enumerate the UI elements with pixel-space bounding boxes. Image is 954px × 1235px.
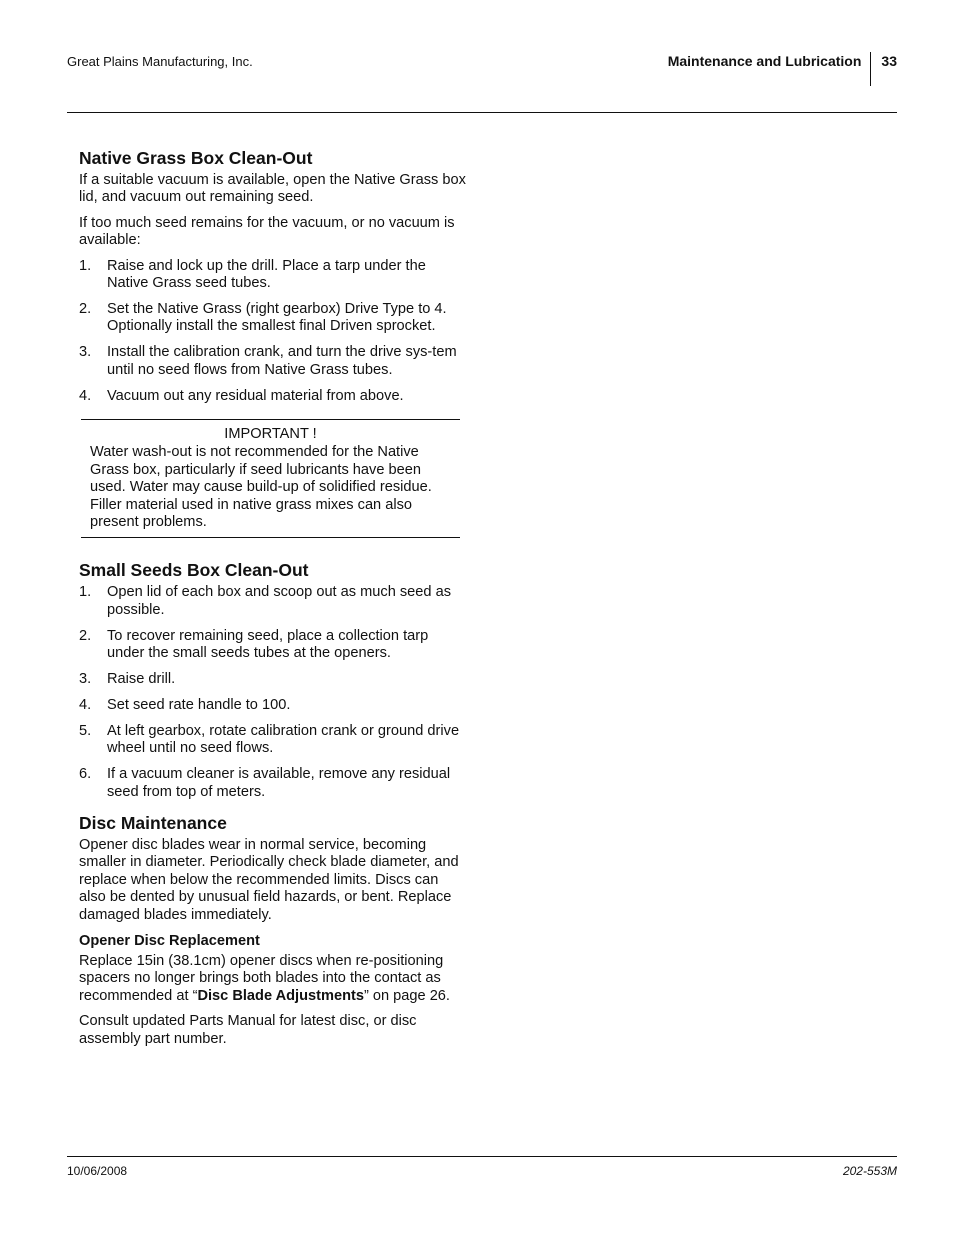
step-number: 3. — [79, 344, 92, 361]
native-grass-para-1: If a suitable vacuum is available, open the Native Grass box lid, and vacuum out remaining seed. — [79, 172, 466, 206]
disc-maintenance-section — [79, 813, 469, 1048]
step-text: Install the calibration crank, and turn the drive sys-tem until no seed flows from Native Grass tubes. — [107, 344, 457, 378]
disc-maintenance-heading: Disc Maintenance — [79, 812, 227, 833]
step-number: 4. — [79, 696, 92, 713]
native-grass-steps — [79, 258, 469, 405]
opener-disc-replacement-heading: Opener Disc Replacement — [79, 933, 260, 949]
small-seeds-heading: Small Seeds Box Clean-Out — [79, 560, 309, 581]
footer-doc-number: 202-553M — [842, 1164, 897, 1178]
important-text: Water wash-out is not recommended for the Native Grass box, particularly if seed lubricants have been used. Water may cause build-up of solidified residue. Filler material used in native grass mixes can also present problems. — [90, 444, 432, 530]
page-number: 33 — [881, 53, 897, 69]
disc-blade-adjustments-reference: Disc Blade Adjustments — [197, 987, 364, 1004]
step-number: 1. — [79, 257, 92, 274]
small-seeds-section — [79, 560, 469, 801]
step-text: Raise drill. — [107, 671, 176, 688]
list-item — [79, 344, 469, 379]
step-text: At left gearbox, rotate calibration crank or ground drive wheel until no seed flows. — [107, 722, 460, 757]
list-item — [79, 584, 469, 619]
parts-manual-para: Consult updated Parts Manual for latest disc, or disc assembly part number. — [79, 1013, 417, 1047]
step-number: 2. — [79, 627, 92, 644]
header-right — [668, 52, 897, 86]
step-text: Set the Native Grass (right gearbox) Drive Type to 4. Optionally install the smallest final Driven sprocket. — [107, 300, 447, 335]
step-text: Raise and lock up the drill. Place a tarp under the Native Grass seed tubes. — [107, 257, 426, 292]
step-number: 1. — [79, 584, 92, 601]
header-section-title: Maintenance and Lubrication — [667, 53, 862, 69]
content-column — [79, 148, 469, 1056]
small-seeds-steps — [79, 584, 469, 801]
para-text-after: ” on page 26. — [363, 987, 450, 1004]
important-title: IMPORTANT ! — [224, 425, 317, 442]
step-text: Vacuum out any residual material from above. — [107, 387, 404, 404]
step-number: 3. — [79, 671, 92, 688]
list-item — [79, 723, 469, 758]
important-notice — [81, 419, 460, 538]
step-text: Set seed rate handle to 100. — [107, 696, 291, 713]
list-item — [79, 628, 469, 663]
native-grass-heading: Native Grass Box Clean-Out — [79, 148, 313, 168]
para-text-before: Replace 15in (38.1cm) opener discs when re-positioning spacers no longer brings both blades into the contact as recommended at “ — [79, 953, 444, 1004]
step-number: 5. — [79, 722, 92, 739]
step-text: To recover remaining seed, place a collection tarp under the small seeds tubes at the openers. — [107, 627, 429, 662]
footer-date: 10/06/2008 — [67, 1164, 128, 1178]
footer-rule — [67, 1156, 897, 1157]
step-text: If a vacuum cleaner is available, remove any residual seed from top of meters. — [107, 766, 451, 800]
list-item — [79, 301, 469, 336]
list-item — [79, 671, 469, 688]
opener-disc-replacement-para — [79, 953, 469, 1005]
step-text: Open lid of each box and scoop out as much seed as possible. — [107, 584, 451, 618]
native-grass-section — [79, 148, 469, 538]
step-number: 6. — [79, 766, 92, 783]
disc-maintenance-para: Opener disc blades wear in normal service, becoming smaller in diameter. Periodically check blade diameter, and replace when below the recommended limits. Discs can also be dented by unusual field hazards, or bent. Replace damaged blades immediately. — [79, 836, 459, 923]
list-item — [79, 697, 469, 714]
header-company: Great Plains Manufacturing, Inc. — [67, 54, 253, 69]
step-number: 2. — [79, 300, 92, 317]
header-rule — [67, 112, 897, 113]
list-item — [79, 258, 469, 293]
list-item — [79, 388, 469, 405]
step-number: 4. — [79, 387, 92, 404]
list-item — [79, 766, 469, 801]
native-grass-para-2: If too much seed remains for the vacuum, or no vacuum is available: — [79, 214, 455, 249]
